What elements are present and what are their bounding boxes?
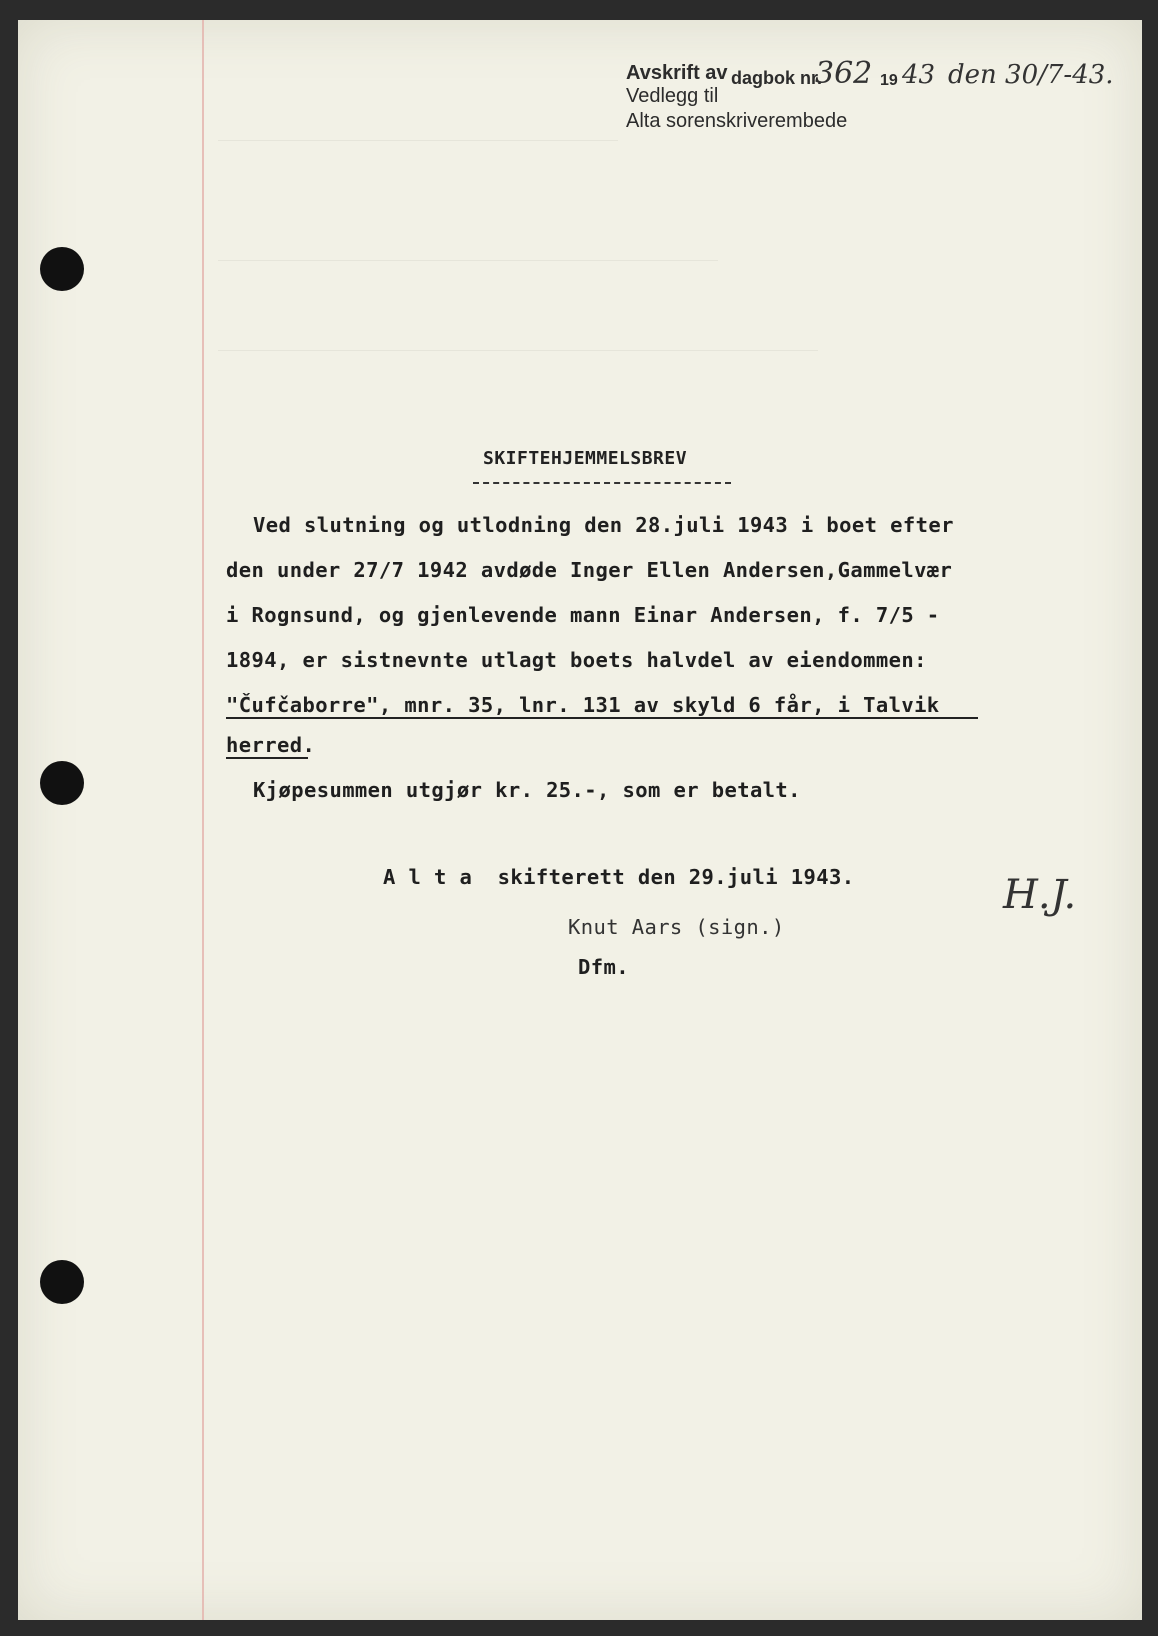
paragraph-line: Ved slutning og utlodning den 28.juli 1943 i boet efter — [253, 513, 954, 537]
signature: Knut Aars (sign.) — [568, 915, 785, 939]
bleed-through-line — [218, 350, 818, 351]
punch-hole — [40, 1260, 84, 1304]
margin-line — [202, 20, 204, 1620]
title-underline — [473, 482, 731, 484]
property-line: "Čufčaborre", mnr. 35, lnr. 131 av skyld 6 får, i Talvik — [226, 693, 940, 717]
paragraph-line: 1894, er sistnevnte utlagt boets halvdel av eiendommen: — [226, 648, 927, 672]
dagbok-number: 362 — [815, 56, 873, 91]
vedlegg-label: Vedlegg til — [626, 85, 719, 107]
year-prefix: 19 — [880, 72, 898, 89]
property-underline — [226, 717, 978, 719]
date-note: den 30/7-43. — [948, 60, 1114, 90]
price-line: Kjøpesummen utgjør kr. 25.-, som er betalt. — [253, 778, 801, 802]
dagbok-label: dagbok nr. — [731, 68, 823, 88]
document-title: SKIFTEHJEMMELSBREV — [483, 448, 688, 469]
avskrift-label: Avskrift av — [626, 62, 728, 84]
handwritten-initials: H.J. — [1003, 872, 1077, 918]
signer-title: Dfm. — [578, 955, 629, 979]
paragraph-line: den under 27/7 1942 avdøde Inger Ellen Andersen,Gammelvær — [226, 558, 953, 582]
punch-hole — [40, 247, 84, 291]
office-label: Alta sorenskriverembede — [626, 110, 848, 132]
herred-underline — [226, 757, 308, 759]
document-page — [18, 20, 1142, 1620]
year-suffix: 43 — [902, 60, 936, 90]
punch-hole — [40, 761, 84, 805]
place-date: A l t a skifterett den 29.juli 1943. — [383, 865, 855, 889]
paragraph-line: i Rognsund, og gjenlevende mann Einar Andersen, f. 7/5 - — [226, 603, 940, 627]
bleed-through-line — [218, 140, 618, 141]
property-line: herred. — [226, 733, 316, 757]
bleed-through-line — [218, 260, 718, 261]
